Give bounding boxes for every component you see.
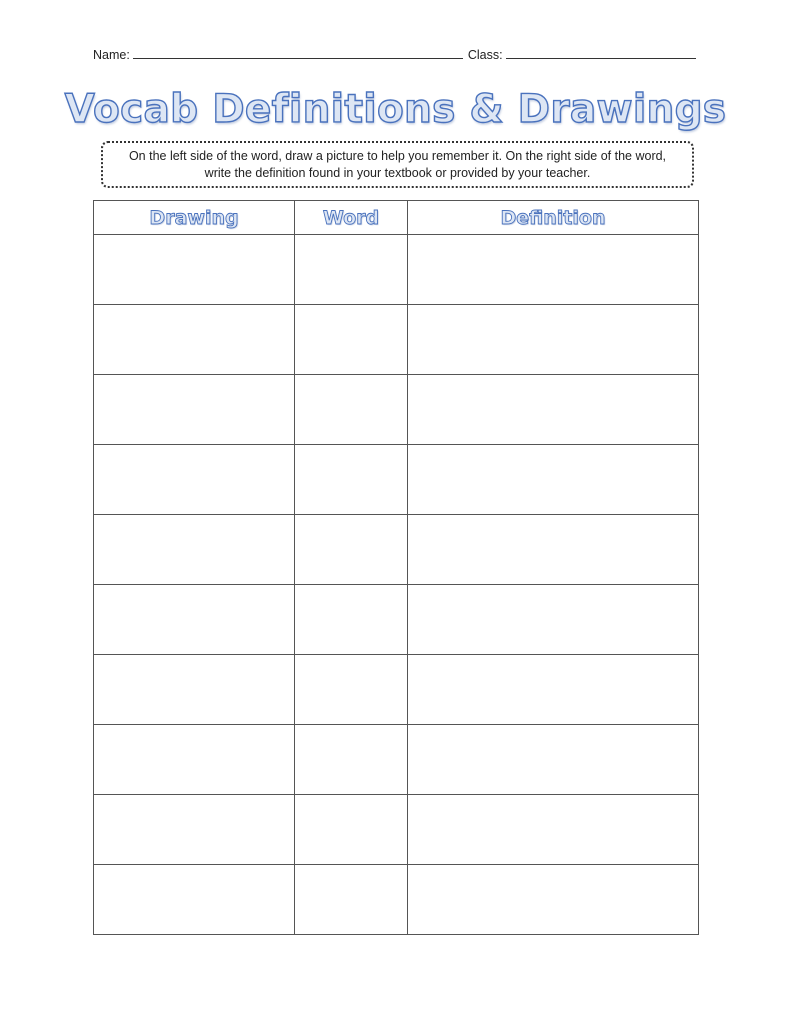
drawing-cell[interactable] (94, 515, 295, 585)
drawing-cell[interactable] (94, 305, 295, 375)
word-cell[interactable] (295, 445, 408, 515)
definition-cell[interactable] (408, 305, 699, 375)
word-cell[interactable] (295, 865, 408, 935)
drawing-cell[interactable] (94, 795, 295, 865)
table-row (94, 865, 699, 935)
definition-cell[interactable] (408, 655, 699, 725)
table-row (94, 795, 699, 865)
drawing-cell[interactable] (94, 865, 295, 935)
vocab-table-body (94, 235, 699, 935)
drawing-cell[interactable] (94, 725, 295, 795)
name-class-line (93, 47, 699, 63)
name-label: Name: (93, 48, 130, 62)
word-cell[interactable] (295, 305, 408, 375)
definition-cell[interactable] (408, 445, 699, 515)
instructions-box (101, 141, 694, 188)
table-row (94, 235, 699, 305)
column-header-definition: Definition (408, 201, 699, 235)
table-row (94, 515, 699, 585)
name-blank[interactable] (133, 47, 463, 59)
word-cell[interactable] (295, 725, 408, 795)
word-cell[interactable] (295, 795, 408, 865)
instructions-line-2: write the definition found in your textbook or provided by your teacher. (204, 166, 591, 180)
word-cell[interactable] (295, 655, 408, 725)
table-row (94, 725, 699, 795)
drawing-cell[interactable] (94, 445, 295, 515)
table-row (94, 445, 699, 515)
word-cell[interactable] (295, 515, 408, 585)
drawing-cell[interactable] (94, 655, 295, 725)
definition-cell[interactable] (408, 515, 699, 585)
table-row (94, 585, 699, 655)
drawing-cell[interactable] (94, 585, 295, 655)
table-row (94, 655, 699, 725)
definition-cell[interactable] (408, 585, 699, 655)
table-row (94, 305, 699, 375)
class-blank[interactable] (506, 47, 696, 59)
definition-cell[interactable] (408, 375, 699, 445)
table-header-row (94, 201, 699, 235)
page-title: Vocab Definitions & Drawings (64, 87, 727, 132)
word-cell[interactable] (295, 585, 408, 655)
column-header-drawing: Drawing (94, 201, 295, 235)
vocab-table (93, 200, 699, 935)
drawing-cell[interactable] (94, 235, 295, 305)
drawing-cell[interactable] (94, 375, 295, 445)
definition-cell[interactable] (408, 725, 699, 795)
definition-cell[interactable] (408, 235, 699, 305)
instructions-line-1: On the left side of the word, draw a picture to help you remember it. On the right side of the word, (128, 149, 667, 163)
definition-cell[interactable] (408, 865, 699, 935)
column-header-word: Word (295, 201, 408, 235)
word-cell[interactable] (295, 235, 408, 305)
table-row (94, 375, 699, 445)
definition-cell[interactable] (408, 795, 699, 865)
class-label: Class: (467, 48, 503, 62)
word-cell[interactable] (295, 375, 408, 445)
